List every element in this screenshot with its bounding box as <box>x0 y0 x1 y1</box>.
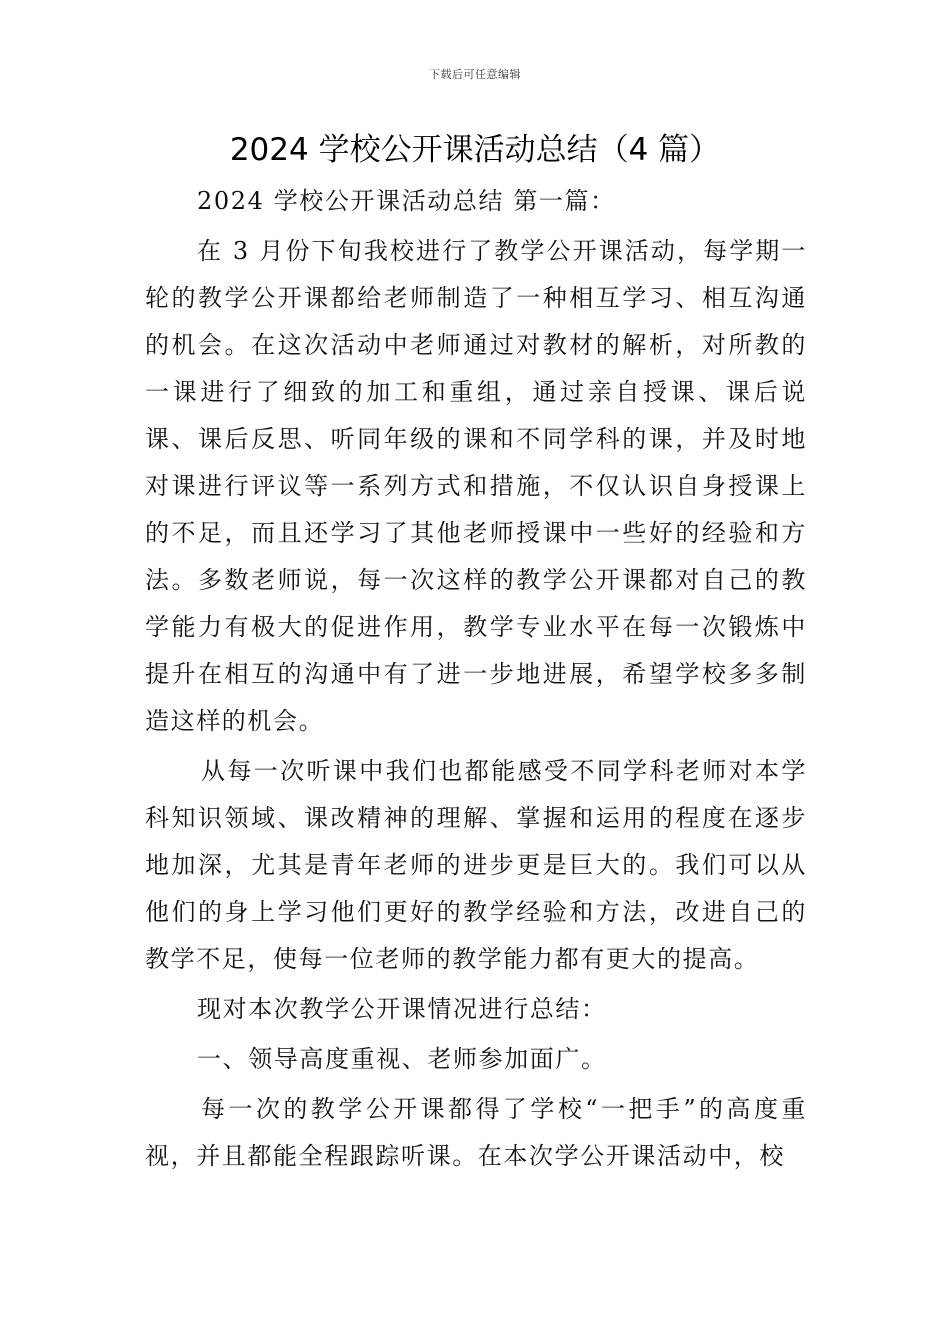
paragraph: 在 3 月份下旬我校进行了教学公开课活动，每学期一轮的教学公开课都给老师制造了一种相互学习、相互沟通的机会。在这次活动中老师通过对教材的解析，对所教的一课进行了细致的加工和重组，通过亲自授课、课后说课、课后反思、听同年级的课和不同学科的课，并及时地对课进行评议等一系列方式和措施，不仅认识自身授课上的不足，而且还学习了其他老师授课中一些好的经验和方法。多数老师说，每一次这样的教学公开课都对自己的教学能力有极大的促进作用，教学专业水平在每一次锻炼中提升在相互的沟通中有了进一步地进展，希望学校多多制造这样的机会。 <box>145 237 807 735</box>
section-heading: 2024 学校公开课活动总结 第一篇： <box>197 187 616 215</box>
document-body <box>145 178 807 1180</box>
header-note: 下载后可任意编辑 <box>429 68 521 81</box>
list-heading: 一、领导高度重视、老师参加面广。 <box>197 1045 607 1073</box>
paragraph: 每一次的教学公开课都得了学校“一把手”的高度重视，并且都能全程跟踪听课。在本次学公开课活动中，校 <box>145 1095 807 1170</box>
paragraph: 现对本次教学公开课情况进行总结： <box>197 995 607 1023</box>
paragraph: 从每一次听课中我们也都能感受不同学科老师对本学科知识领域、课改精神的理解、掌握和运用的程度在逐步地加深，尤其是青年老师的进步更是巨大的。我们可以从他们的身上学习他们更好的教学经验和方法，改进自己的教学不足，使每一位老师的教学能力都有更大的提高。 <box>145 757 807 973</box>
document-title: 2024 学校公开课活动总结（4 篇） <box>229 132 721 168</box>
